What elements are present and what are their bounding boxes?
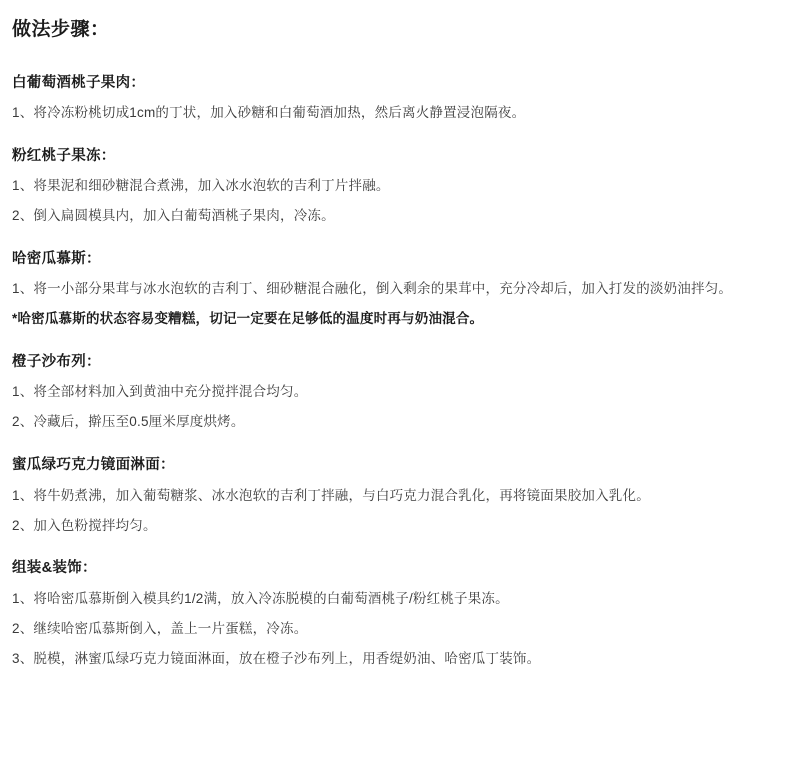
recipe-step: 2、冷藏后，擀压至0.5厘米厚度烘烤。 bbox=[12, 414, 245, 430]
recipe-step: 1、将哈密瓜慕斯倒入模具约1/2满，放入冷冻脱模的白葡萄酒桃子/粉红桃子果冻。 bbox=[12, 590, 509, 606]
section-heading: 蜜瓜绿巧克力镜面淋面： bbox=[12, 457, 175, 474]
section-heading: 橙子沙布列： bbox=[12, 354, 101, 371]
section-heading: 粉红桃子果冻： bbox=[12, 147, 116, 164]
section-heading: 组装&装饰： bbox=[12, 560, 97, 577]
recipe-step: 1、将一小部分果茸与冰水泡软的吉利丁、细砂糖混合融化，倒入剩余的果茸中，充分冷却后，加入打发的淡奶油拌匀。 bbox=[12, 281, 733, 297]
recipe-section-assembly-decoration bbox=[12, 558, 781, 669]
recipe-section-orange-sable bbox=[12, 352, 781, 433]
recipe-section-pink-peach-jelly bbox=[12, 146, 781, 227]
section-heading: 哈密瓜慕斯： bbox=[12, 251, 101, 268]
recipe-section-melon-chocolate-glaze bbox=[12, 455, 781, 536]
recipe-note: *哈密瓜慕斯的状态容易变糟糕，切记一定要在足够低的温度时再与奶油混合。 bbox=[12, 311, 484, 327]
recipe-step: 1、将冷冻粉桃切成1cm的丁状，加入砂糖和白葡萄酒加热，然后离火静置浸泡隔夜。 bbox=[12, 104, 526, 120]
recipe-step: 2、倒入扁圆模具内，加入白葡萄酒桃子果肉，冷冻。 bbox=[12, 208, 335, 224]
recipe-step: 1、将果泥和细砂糖混合煮沸，加入冰水泡软的吉利丁片拌融。 bbox=[12, 178, 390, 194]
recipe-step: 3、脱模，淋蜜瓜绿巧克力镜面淋面，放在橙子沙布列上，用香缇奶油、哈密瓜丁装饰。 bbox=[12, 650, 541, 666]
recipe-section-melon-mousse bbox=[12, 249, 781, 330]
recipe-step: 1、将牛奶煮沸，加入葡萄糖浆、冰水泡软的吉利丁拌融，与白巧克力混合乳化，再将镜面果胶加入乳化。 bbox=[12, 487, 650, 503]
recipe-step: 2、继续哈密瓜慕斯倒入，盖上一片蛋糕，冷冻。 bbox=[12, 620, 308, 636]
recipe-section-peach-wine-fruit bbox=[12, 73, 781, 124]
recipe-step: 1、将全部材料加入到黄油中充分搅拌混合均匀。 bbox=[12, 384, 308, 400]
page-title: 做法步骤： bbox=[12, 19, 110, 40]
recipe-step: 2、加入色粉搅拌均匀。 bbox=[12, 517, 157, 533]
section-heading: 白葡萄酒桃子果肉： bbox=[12, 74, 146, 91]
